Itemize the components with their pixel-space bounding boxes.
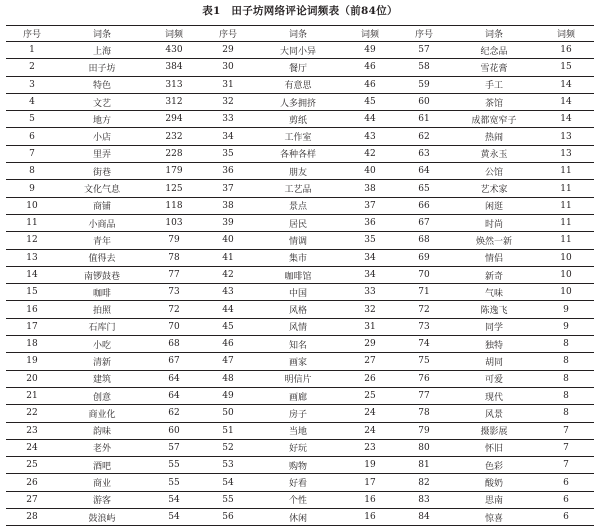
cell-no: 29 xyxy=(222,45,234,56)
table-row xyxy=(6,197,594,214)
table-row xyxy=(6,93,594,110)
cell-term: 风情 xyxy=(288,323,307,334)
header-term: 词条 xyxy=(484,30,503,40)
cell-term: 上海 xyxy=(92,46,111,57)
cell-freq: 11 xyxy=(560,166,572,177)
cell-term: 艺术家 xyxy=(480,185,508,196)
cell-freq: 23 xyxy=(364,442,376,453)
cell-term: 焕然一新 xyxy=(475,236,512,247)
cell-no: 10 xyxy=(26,200,38,211)
cell-freq: 232 xyxy=(165,131,183,142)
cell-no: 38 xyxy=(222,200,234,211)
cell-term: 购物 xyxy=(288,461,307,472)
cell-term: 酒吧 xyxy=(92,461,111,472)
cell-no: 35 xyxy=(222,148,234,159)
cell-freq: 10 xyxy=(560,252,572,263)
cell-freq: 70 xyxy=(168,321,180,332)
cell-term: 可爱 xyxy=(484,375,503,386)
table-row xyxy=(6,232,594,249)
cell-freq: 46 xyxy=(364,79,376,90)
cell-no: 44 xyxy=(222,304,234,315)
cell-no: 33 xyxy=(222,114,234,125)
header-term: 词条 xyxy=(288,30,307,40)
cell-term: 情调 xyxy=(288,236,307,247)
cell-freq: 57 xyxy=(168,442,180,453)
cell-term: 陈逸飞 xyxy=(480,306,508,317)
table-row xyxy=(6,266,594,283)
cell-no: 51 xyxy=(222,425,234,436)
cell-freq: 13 xyxy=(560,148,572,159)
cell-no: 49 xyxy=(222,391,234,402)
cell-no: 28 xyxy=(26,512,38,523)
cell-no: 39 xyxy=(222,218,234,229)
cell-term: 小商品 xyxy=(88,219,116,230)
cell-term: 值得去 xyxy=(88,254,116,265)
table-body xyxy=(6,42,594,526)
cell-term: 各种各样 xyxy=(279,150,316,161)
table-caption: 表1 田子坊网络评论词频表（前84位） xyxy=(202,5,398,17)
cell-no: 41 xyxy=(222,252,234,263)
cell-term: 游客 xyxy=(92,496,111,507)
table-row xyxy=(6,76,594,93)
cell-no: 8 xyxy=(29,166,35,177)
cell-freq: 9 xyxy=(563,304,569,315)
cell-freq: 46 xyxy=(364,62,376,73)
table-row xyxy=(6,284,594,301)
cell-term: 田子坊 xyxy=(88,63,116,74)
cell-term: 咖啡 xyxy=(92,288,111,299)
cell-freq: 11 xyxy=(560,200,572,211)
cell-no: 80 xyxy=(418,442,430,453)
cell-freq: 125 xyxy=(165,183,183,194)
cell-no: 74 xyxy=(418,339,430,350)
cell-freq: 6 xyxy=(563,477,569,488)
cell-freq: 11 xyxy=(560,183,572,194)
cell-term: 中国 xyxy=(288,288,307,299)
cell-term: 石库门 xyxy=(88,323,116,334)
header-freq: 词频 xyxy=(360,30,379,40)
cell-term: 胡同 xyxy=(484,357,503,368)
cell-no: 72 xyxy=(418,304,430,315)
cell-freq: 16 xyxy=(364,512,376,523)
cell-freq: 312 xyxy=(165,97,183,108)
cell-term: 人多拥挤 xyxy=(279,98,316,109)
cell-no: 11 xyxy=(26,218,38,229)
table-row xyxy=(6,353,594,370)
cell-no: 61 xyxy=(418,114,430,125)
cell-freq: 16 xyxy=(364,494,376,505)
cell-no: 45 xyxy=(222,321,234,332)
cell-freq: 54 xyxy=(168,494,180,505)
cell-no: 69 xyxy=(418,252,430,263)
cell-no: 5 xyxy=(29,114,35,125)
cell-no: 24 xyxy=(26,442,38,453)
cell-freq: 34 xyxy=(364,270,376,280)
header-no: 序号 xyxy=(414,30,433,40)
cell-freq: 10 xyxy=(560,287,572,298)
cell-term: 怀旧 xyxy=(484,444,503,455)
cell-no: 52 xyxy=(222,442,234,453)
cell-freq: 11 xyxy=(560,235,572,246)
table-row xyxy=(6,59,594,76)
cell-term: 同学 xyxy=(484,323,503,334)
cell-term: 纪念品 xyxy=(480,46,508,57)
cell-no: 55 xyxy=(222,494,234,505)
cell-no: 17 xyxy=(26,321,38,332)
cell-freq: 430 xyxy=(165,45,183,56)
cell-term: 茶馆 xyxy=(484,98,503,109)
cell-freq: 14 xyxy=(560,97,572,108)
cell-term: 当地 xyxy=(288,427,307,438)
cell-term: 明信片 xyxy=(284,375,312,386)
cell-no: 12 xyxy=(26,235,38,246)
cell-no: 53 xyxy=(222,460,234,471)
cell-freq: 13 xyxy=(560,131,572,142)
cell-no: 84 xyxy=(418,512,430,523)
cell-no: 65 xyxy=(418,183,430,194)
table-row xyxy=(6,145,594,162)
table-row xyxy=(6,439,594,456)
cell-term: 成都宽窄子 xyxy=(471,115,517,126)
table-row xyxy=(6,42,594,59)
cell-freq: 40 xyxy=(364,166,376,177)
table-row xyxy=(6,387,594,404)
cell-freq: 19 xyxy=(364,460,376,471)
cell-term: 鼓浪屿 xyxy=(88,513,116,524)
cell-term: 休闲 xyxy=(288,513,307,524)
cell-freq: 33 xyxy=(364,287,376,298)
cell-freq: 15 xyxy=(560,62,572,73)
cell-no: 2 xyxy=(29,62,35,73)
cell-term: 热闹 xyxy=(484,133,503,144)
cell-term: 黄永玉 xyxy=(480,150,508,161)
cell-no: 71 xyxy=(418,287,430,298)
cell-term: 独特 xyxy=(484,340,503,351)
cell-term: 好看 xyxy=(288,479,307,490)
cell-term: 商铺 xyxy=(92,202,111,213)
cell-term: 个性 xyxy=(288,496,307,507)
cell-term: 色彩 xyxy=(484,461,503,472)
header-no: 序号 xyxy=(218,30,237,40)
cell-freq: 7 xyxy=(563,425,569,436)
cell-freq: 54 xyxy=(168,512,180,523)
table-row xyxy=(6,336,594,353)
cell-term: 酸奶 xyxy=(484,479,503,490)
cell-no: 78 xyxy=(418,408,430,419)
cell-freq: 36 xyxy=(364,218,376,229)
cell-no: 43 xyxy=(222,287,234,298)
cell-freq: 179 xyxy=(165,166,183,177)
cell-freq: 73 xyxy=(168,287,180,298)
cell-freq: 37 xyxy=(364,200,376,211)
cell-no: 56 xyxy=(222,512,234,523)
cell-no: 42 xyxy=(222,270,234,280)
cell-freq: 35 xyxy=(364,235,376,246)
cell-no: 36 xyxy=(222,166,234,177)
cell-no: 66 xyxy=(418,200,430,211)
cell-no: 27 xyxy=(26,494,38,505)
cell-no: 18 xyxy=(26,339,38,350)
header-term: 词条 xyxy=(92,30,111,40)
cell-freq: 118 xyxy=(165,200,183,211)
table-row xyxy=(6,249,594,266)
cell-freq: 77 xyxy=(168,270,180,280)
cell-freq: 64 xyxy=(168,391,180,402)
cell-freq: 14 xyxy=(560,79,572,90)
cell-term: 工作室 xyxy=(284,133,312,144)
cell-no: 58 xyxy=(418,62,430,73)
cell-no: 70 xyxy=(418,270,430,280)
table-header xyxy=(6,26,594,42)
cell-term: 闲逛 xyxy=(484,202,503,213)
word-frequency-table xyxy=(6,25,594,526)
cell-term: 思南 xyxy=(484,496,503,507)
cell-freq: 228 xyxy=(165,148,183,159)
cell-freq: 45 xyxy=(364,97,376,108)
cell-no: 19 xyxy=(26,356,38,367)
cell-freq: 55 xyxy=(168,460,180,471)
cell-term: 老外 xyxy=(92,444,111,455)
cell-term: 风景 xyxy=(484,409,503,420)
cell-no: 15 xyxy=(26,287,38,298)
cell-freq: 34 xyxy=(364,252,376,263)
cell-term: 居民 xyxy=(288,219,307,230)
cell-freq: 7 xyxy=(563,442,569,453)
table-row xyxy=(6,405,594,422)
table-row xyxy=(6,370,594,387)
cell-freq: 31 xyxy=(364,321,376,332)
cell-no: 48 xyxy=(222,373,234,384)
cell-freq: 60 xyxy=(168,425,180,436)
cell-term: 地方 xyxy=(92,115,111,126)
cell-term: 手工 xyxy=(484,81,503,92)
table-row xyxy=(6,128,594,145)
cell-term: 小吃 xyxy=(92,340,111,351)
cell-freq: 27 xyxy=(364,356,376,367)
cell-freq: 43 xyxy=(364,131,376,142)
cell-freq: 42 xyxy=(364,148,376,159)
cell-freq: 25 xyxy=(364,391,376,402)
cell-term: 房子 xyxy=(288,409,307,420)
cell-no: 64 xyxy=(418,166,430,177)
cell-term: 南锣鼓巷 xyxy=(83,271,120,282)
cell-term: 画廊 xyxy=(288,392,307,403)
table-row xyxy=(6,163,594,180)
cell-no: 82 xyxy=(418,477,430,488)
cell-term: 现代 xyxy=(484,392,503,403)
cell-freq: 68 xyxy=(168,339,180,350)
cell-freq: 44 xyxy=(364,114,376,125)
cell-freq: 78 xyxy=(168,252,180,263)
cell-no: 79 xyxy=(418,425,430,436)
cell-term: 文化气息 xyxy=(83,185,120,196)
cell-freq: 16 xyxy=(560,45,572,56)
cell-freq: 29 xyxy=(364,339,376,350)
cell-no: 21 xyxy=(26,391,38,402)
cell-no: 6 xyxy=(29,131,35,142)
cell-no: 13 xyxy=(26,252,38,263)
cell-no: 73 xyxy=(418,321,430,332)
cell-no: 20 xyxy=(26,373,38,384)
cell-no: 31 xyxy=(222,79,234,90)
cell-freq: 38 xyxy=(364,183,376,194)
cell-term: 剪纸 xyxy=(288,115,307,126)
cell-term: 公馆 xyxy=(484,167,503,178)
cell-freq: 7 xyxy=(563,460,569,471)
cell-term: 青年 xyxy=(92,236,111,247)
cell-no: 75 xyxy=(418,356,430,367)
cell-term: 摄影展 xyxy=(480,427,508,438)
cell-term: 建筑 xyxy=(92,375,111,386)
cell-no: 3 xyxy=(29,79,35,90)
cell-term: 咖啡馆 xyxy=(284,271,312,282)
cell-no: 16 xyxy=(26,304,38,315)
cell-no: 32 xyxy=(222,97,234,108)
cell-term: 雪花膏 xyxy=(480,63,508,74)
cell-no: 25 xyxy=(26,460,38,471)
cell-freq: 64 xyxy=(168,373,180,384)
cell-no: 57 xyxy=(418,45,430,56)
cell-no: 22 xyxy=(26,408,38,419)
cell-term: 新奇 xyxy=(484,271,503,282)
cell-no: 62 xyxy=(418,131,430,142)
cell-freq: 103 xyxy=(165,218,183,229)
cell-freq: 26 xyxy=(364,373,376,384)
cell-no: 76 xyxy=(418,373,430,384)
cell-freq: 384 xyxy=(165,62,183,73)
cell-term: 清新 xyxy=(92,357,111,368)
cell-no: 47 xyxy=(222,356,234,367)
cell-term: 气味 xyxy=(484,288,503,299)
cell-term: 工艺品 xyxy=(284,185,312,196)
cell-no: 26 xyxy=(26,477,38,488)
cell-term: 里弄 xyxy=(92,150,111,161)
cell-freq: 24 xyxy=(364,408,376,419)
cell-no: 40 xyxy=(222,235,234,246)
cell-freq: 67 xyxy=(168,356,180,367)
table-row xyxy=(6,491,594,508)
cell-no: 54 xyxy=(222,477,234,488)
cell-term: 景点 xyxy=(288,202,307,213)
cell-term: 特色 xyxy=(92,81,111,92)
cell-no: 7 xyxy=(29,148,35,159)
table-row xyxy=(6,457,594,474)
table-row xyxy=(6,301,594,318)
cell-no: 30 xyxy=(222,62,234,73)
table-row xyxy=(6,422,594,439)
cell-freq: 10 xyxy=(560,270,572,280)
cell-freq: 11 xyxy=(560,218,572,229)
header-row xyxy=(6,26,594,42)
cell-freq: 49 xyxy=(364,45,376,56)
table-row xyxy=(6,180,594,197)
cell-freq: 313 xyxy=(165,79,183,90)
cell-freq: 294 xyxy=(165,114,183,125)
cell-term: 餐厅 xyxy=(288,63,307,74)
cell-term: 小店 xyxy=(92,133,111,144)
cell-no: 14 xyxy=(26,270,38,280)
cell-term: 朋友 xyxy=(288,167,307,178)
cell-no: 4 xyxy=(29,97,35,108)
cell-freq: 14 xyxy=(560,114,572,125)
cell-no: 77 xyxy=(418,391,430,402)
table-row xyxy=(6,318,594,335)
cell-freq: 8 xyxy=(563,339,569,350)
cell-freq: 62 xyxy=(168,408,180,419)
cell-freq: 9 xyxy=(563,321,569,332)
cell-no: 1 xyxy=(29,45,35,56)
cell-term: 时尚 xyxy=(484,219,503,230)
cell-term: 商业 xyxy=(92,479,111,490)
cell-term: 拍照 xyxy=(92,306,111,317)
cell-term: 商业化 xyxy=(88,409,116,420)
cell-no: 9 xyxy=(29,183,35,194)
cell-no: 34 xyxy=(222,131,234,142)
table-row xyxy=(6,474,594,491)
cell-no: 46 xyxy=(222,339,234,350)
cell-freq: 8 xyxy=(563,391,569,402)
cell-no: 81 xyxy=(418,460,430,471)
cell-no: 59 xyxy=(418,79,430,90)
cell-no: 50 xyxy=(222,408,234,419)
cell-term: 文艺 xyxy=(92,98,111,109)
cell-freq: 8 xyxy=(563,373,569,384)
header-freq: 词频 xyxy=(556,30,575,40)
table-row xyxy=(6,111,594,128)
cell-freq: 8 xyxy=(563,356,569,367)
header-freq: 词频 xyxy=(164,30,183,40)
cell-term: 情侣 xyxy=(484,254,503,265)
cell-freq: 79 xyxy=(168,235,180,246)
cell-term: 好玩 xyxy=(288,444,307,455)
cell-freq: 72 xyxy=(168,304,180,315)
cell-term: 韵味 xyxy=(92,427,111,438)
cell-term: 风格 xyxy=(288,306,307,317)
cell-term: 有意思 xyxy=(284,81,312,92)
cell-freq: 55 xyxy=(168,477,180,488)
cell-term: 街巷 xyxy=(92,167,111,178)
cell-term: 惊喜 xyxy=(484,513,503,524)
cell-term: 画家 xyxy=(288,357,307,368)
cell-freq: 17 xyxy=(364,477,376,488)
cell-freq: 24 xyxy=(364,425,376,436)
header-no: 序号 xyxy=(22,30,41,40)
table-row xyxy=(6,214,594,231)
cell-no: 67 xyxy=(418,218,430,229)
cell-freq: 8 xyxy=(563,408,569,419)
cell-term: 创意 xyxy=(92,392,111,403)
table-row xyxy=(6,509,594,526)
cell-no: 23 xyxy=(26,425,38,436)
cell-term: 知名 xyxy=(288,340,307,351)
cell-freq: 6 xyxy=(563,494,569,505)
cell-no: 68 xyxy=(418,235,430,246)
cell-term: 大同小异 xyxy=(279,46,316,57)
cell-no: 83 xyxy=(418,494,430,505)
cell-freq: 32 xyxy=(364,304,376,315)
cell-no: 63 xyxy=(418,148,430,159)
cell-freq: 6 xyxy=(563,512,569,523)
cell-term: 集市 xyxy=(288,254,307,265)
cell-no: 37 xyxy=(222,183,234,194)
cell-no: 60 xyxy=(418,97,430,108)
